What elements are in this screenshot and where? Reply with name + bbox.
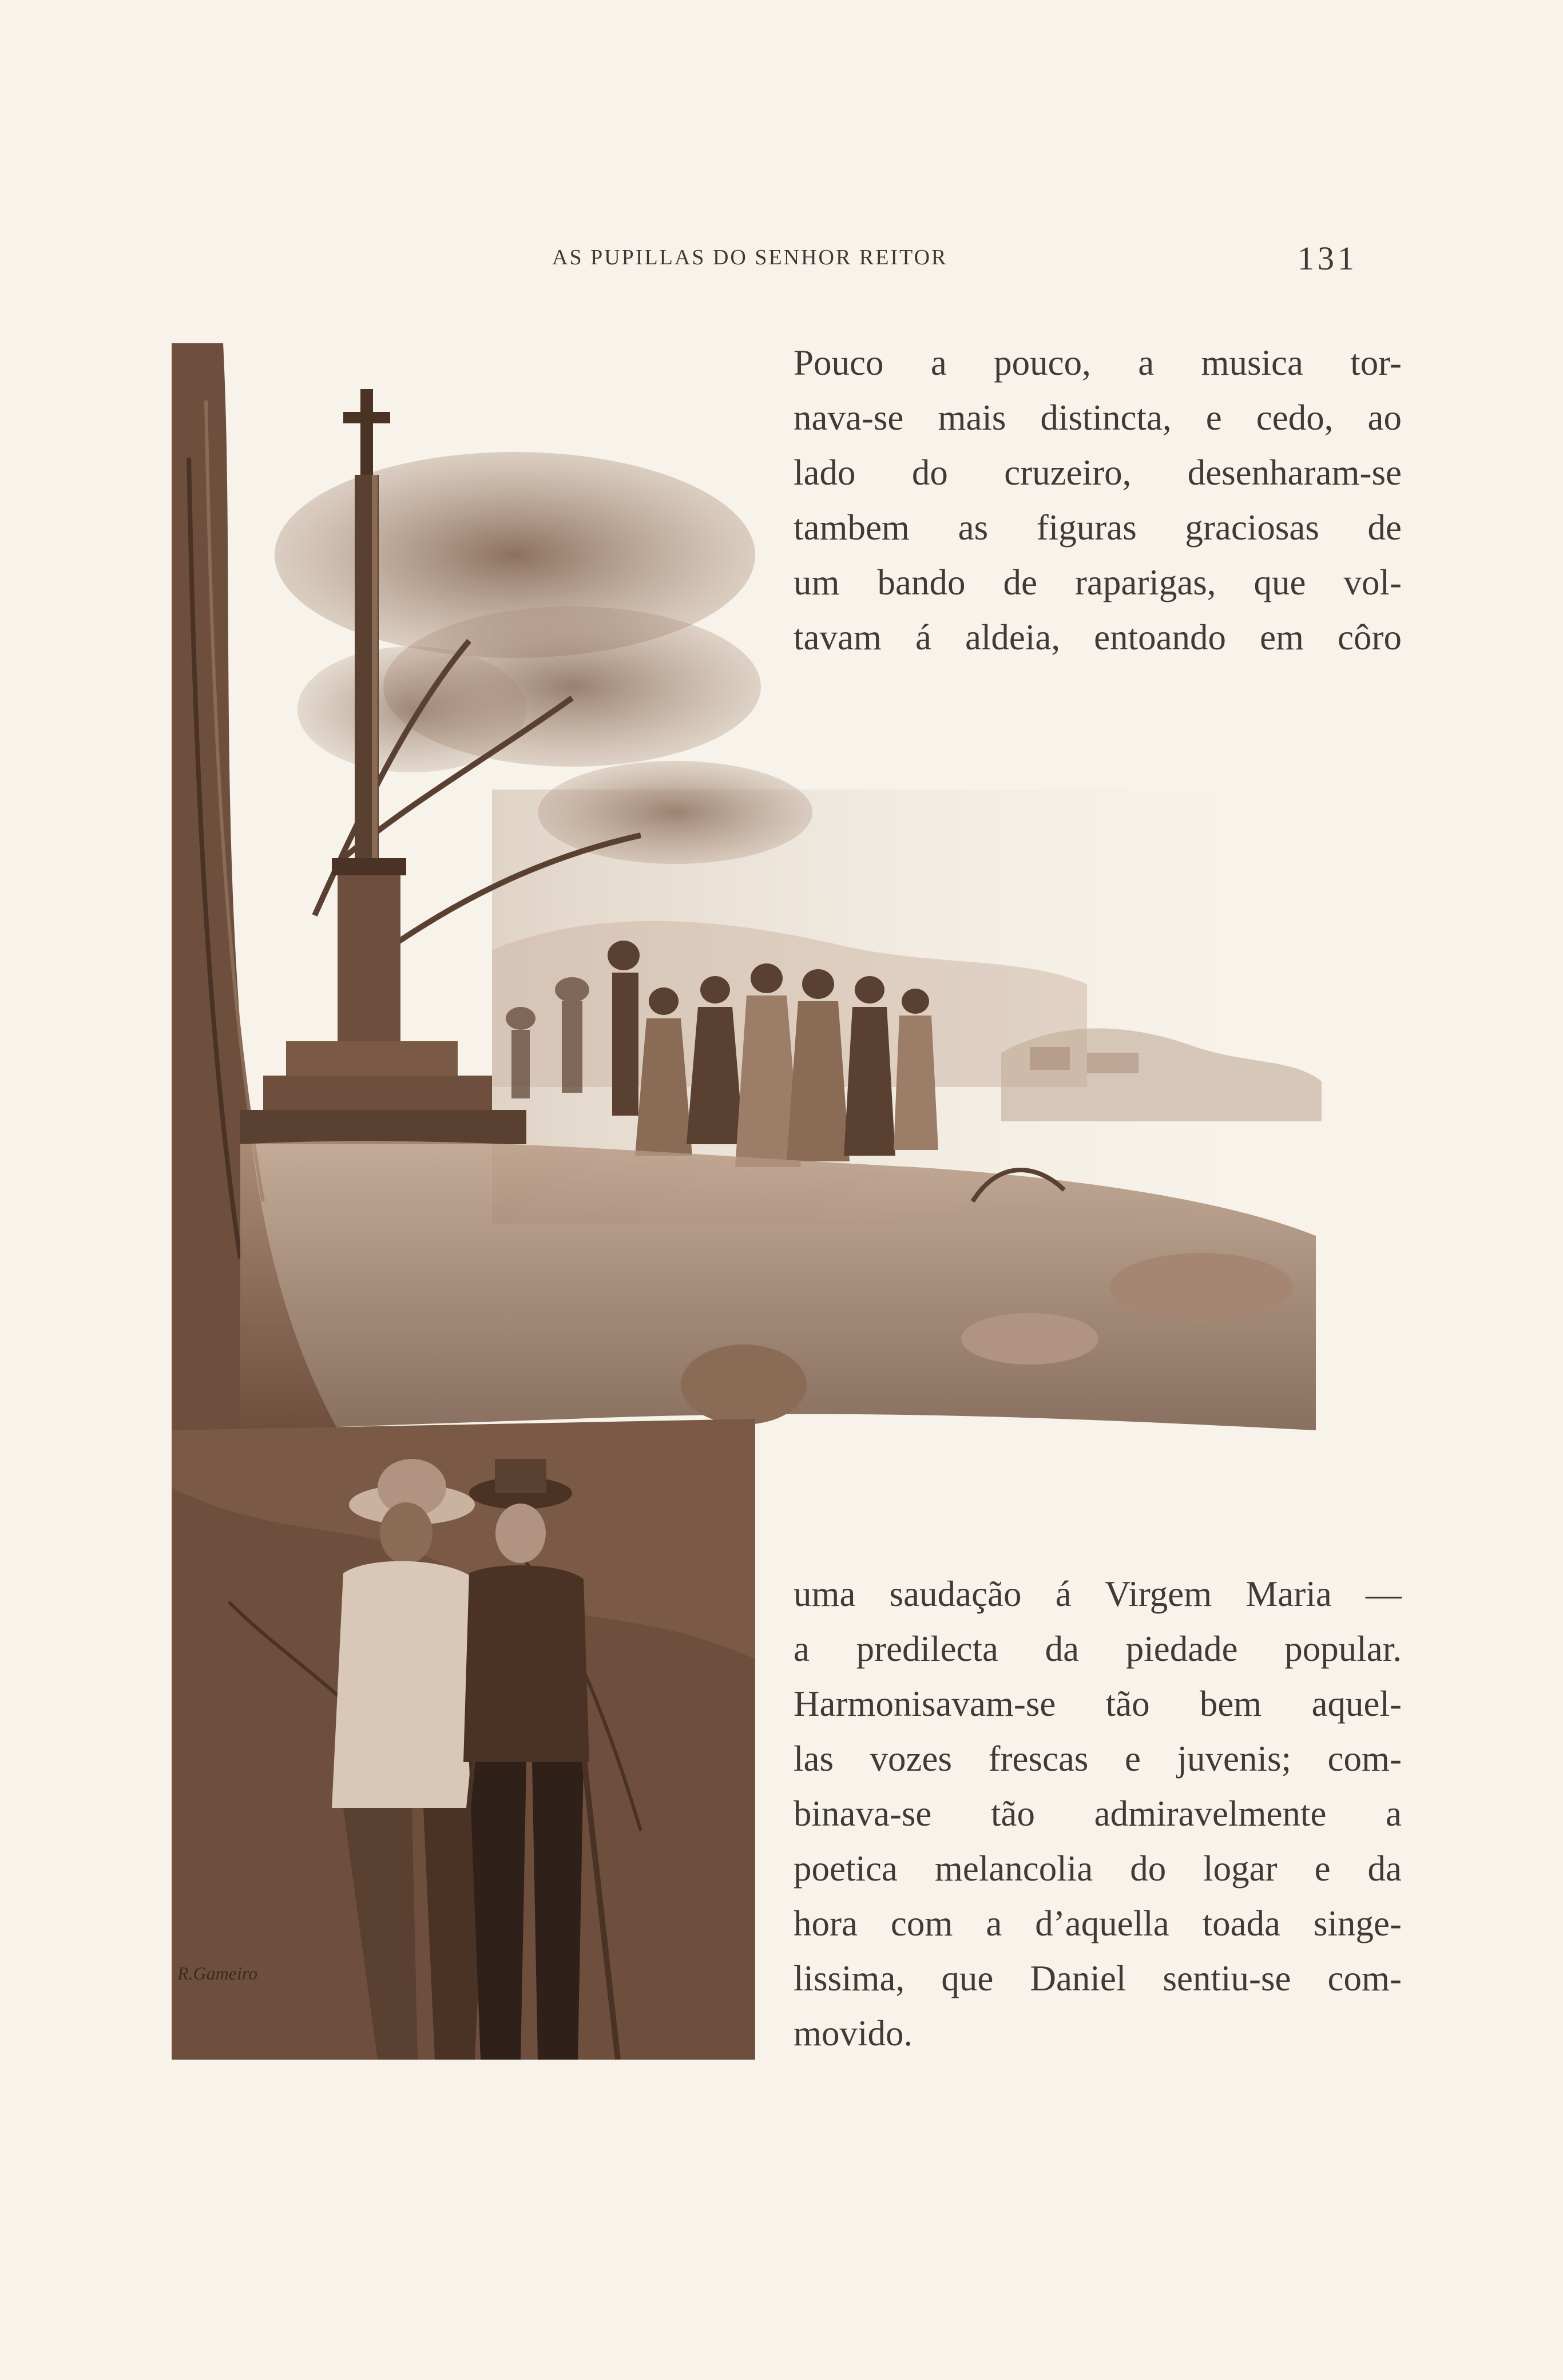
text-line: Harmonisavam-se tão bem aquel-: [794, 1684, 1402, 1724]
text-line: um bando de raparigas, que vol-: [794, 562, 1402, 602]
running-head: AS PUPILLAS DO SENHOR REITOR: [552, 245, 948, 269]
text-line: binava-se tão admiravelmente a: [794, 1794, 1402, 1834]
text-line: uma saudação á Virgem Maria —: [794, 1574, 1402, 1614]
text-line: movido.: [794, 2013, 913, 2053]
text-line: hora com a d’aquella toada singe-: [794, 1903, 1402, 1943]
page-number: 131: [1298, 240, 1358, 277]
text-line: tavam á aldeia, entoando em côro: [794, 617, 1402, 657]
text-line: nava-se mais distincta, e cedo, ao: [794, 398, 1402, 438]
text-line: lissima, que Daniel sentiu-se com-: [794, 1958, 1402, 1998]
artist-signature: R.Gameiro: [177, 1963, 258, 1984]
text-line: poetica melancolia do logar e da: [794, 1849, 1402, 1889]
text-line: Pouco a pouco, a musica tor-: [794, 343, 1402, 383]
text-block-bottom: [794, 1566, 1402, 2061]
text-line: tambem as figuras graciosas de: [794, 507, 1402, 548]
text-line: lado do cruzeiro, desenharam-se: [794, 453, 1402, 493]
text-line: a predilecta da piedade popular.: [794, 1629, 1402, 1669]
text-block-top: [794, 335, 1402, 665]
text-line: las vozes frescas e juvenis; com-: [794, 1739, 1402, 1779]
